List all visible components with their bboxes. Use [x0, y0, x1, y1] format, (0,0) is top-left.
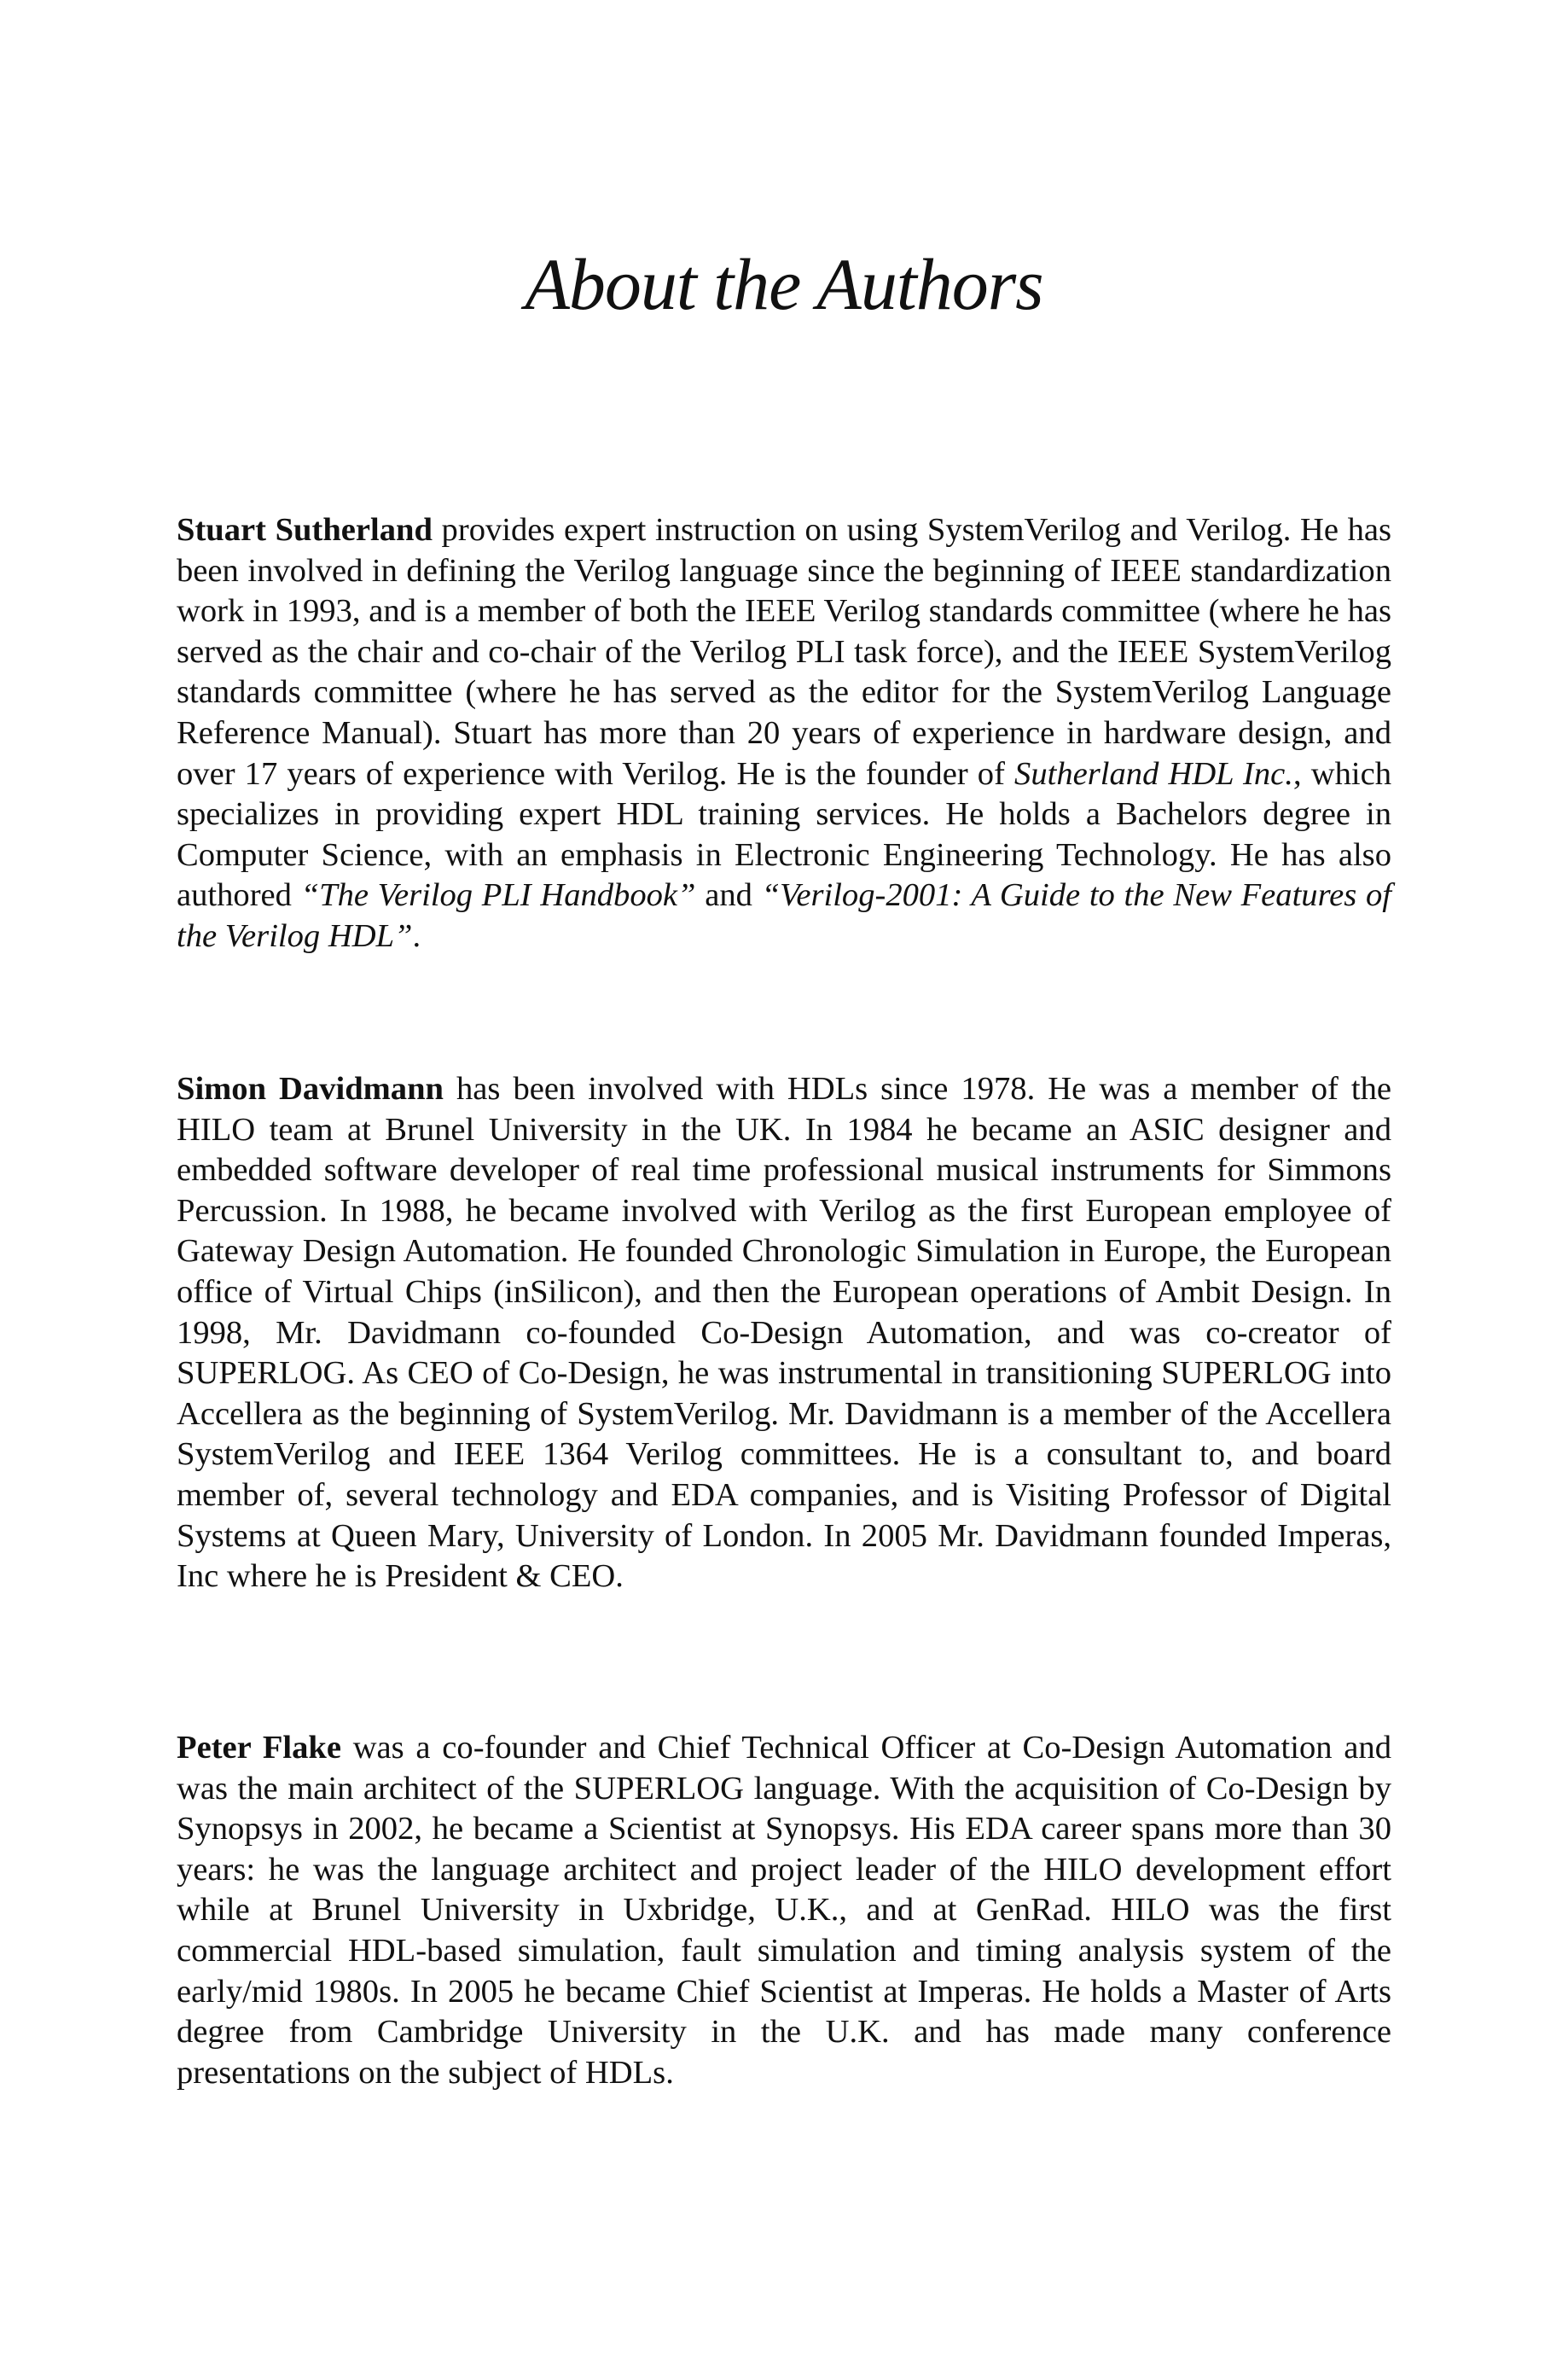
bio-text: . [412, 917, 421, 954]
author-name: Simon Davidmann [177, 1071, 444, 1107]
author-name: Peter Flake [177, 1730, 341, 1766]
bio-text: , which specializes in providing expert HDL training services. He holds a Bachelors degree in Computer Science, with an emphasis in Electronic Engineering Technology. He has also authored [177, 755, 1391, 914]
author-bio-flake [177, 1728, 1391, 2093]
author-name: Stuart Sutherland [177, 512, 433, 548]
bio-text: and [695, 877, 762, 914]
company-name: Sutherland HDL Inc. [1014, 755, 1293, 792]
bio-text: was a co-founder and Chief Technical Officer at Co-Design Automation and was the main architect of the SUPERLOG language. With the acquisition of Co-Design by Synopsys in 2002, he became a Scientist at Synopsys. His EDA career spans more than 30 years: he was the language architect and project leader of the HILO development effort while at Brunel University in Uxbridge, U.K., and at GenRad. HILO was the first commercial HDL-based simulation, fault simulation and timing analysis system of the early/mid 1980s. In 2005 he became Chief Scientist at Imperas. He holds a Master of Arts degree from Cambridge University in the U.K. and has made many conference presentations on the subject of HDLs. [177, 1730, 1391, 2091]
page-title: About the Authors [525, 243, 1043, 325]
book-title: “Verilog-2001: A Guide to the New Features of the Verilog HDL” [177, 877, 1391, 954]
book-title: “The Verilog PLI Handbook” [300, 877, 696, 914]
bio-text: provides expert instruction on using SystemVerilog and Verilog. He has been involved in defining the Verilog language since the beginning of IEEE standardization work in 1993, and is a member of both the IEEE Verilog standards committee (where he has served as the chair and co-chair of the Verilog PLI task force), and the IEEE SystemVerilog standards committee (where he has served as the editor for the SystemVerilog Language Reference Manual). Stuart has more than 20 years of experience in hardware design, and over 17 years of experience with Verilog. He is the founder of [177, 512, 1391, 792]
author-bio-sutherland [177, 510, 1391, 957]
author-bio-davidmann [177, 1069, 1391, 1597]
bio-text: has been involved with HDLs since 1978. He was a member of the HILO team at Brunel University in the UK. In 1984 he became an ASIC designer and embedded software developer of real time professional musical instruments for Simmons Percussion. In 1988, he became involved with Verilog as the first European employee of Gateway Design Automation. He founded Chronologic Simulation in Europe, the European office of Virtual Chips (inSilicon), and then the European operations of Ambit Design. In 1998, Mr. Davidmann co-founded Co-Design Automation, and was co-creator of SUPERLOG. As CEO of Co-Design, he was instrumental in transitioning SUPERLOG into Accellera as the beginning of SystemVerilog. Mr. Davidmann is a member of the Accellera SystemVerilog and IEEE 1364 Verilog committees. He is a consultant to, and board member of, several technology and EDA companies, and is Visiting Professor of Digital Systems at Queen Mary, University of London. In 2005 Mr. Davidmann founded Imperas, Inc where he is President & CEO. [177, 1071, 1391, 1595]
